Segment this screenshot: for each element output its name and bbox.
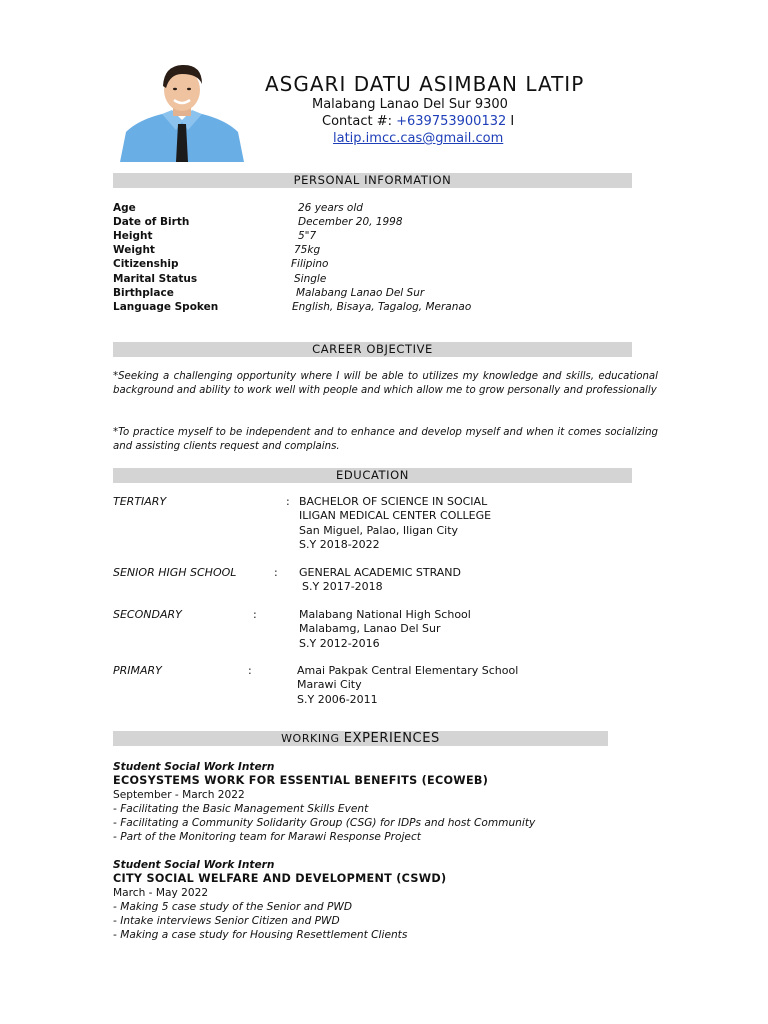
experience-entry [113,858,446,943]
address: Malabang Lanao Del Sur 9300 [312,97,508,112]
contact-suffix: I [510,114,515,129]
personal-info-value: Malabang Lanao Del Sur [296,286,425,299]
career-objective-2: *To practice myself to be independent and to enhance and develop myself and when it comes socializing and assisting clients request and complains. [113,427,658,453]
working-prefix: WORKING [281,732,340,745]
working-suffix: EXPERIENCES [343,731,440,746]
section-personal-information: PERSONAL INFORMATION [113,173,632,188]
personal-info-value: Single [294,272,327,285]
personal-info-value: Filipino [291,258,329,271]
section-working-experiences [113,731,608,746]
education-detail: Amai Pakpak Central Elementary School [297,664,519,677]
contact-number: +639753900132 [396,114,507,129]
email-link[interactable]: latip.imcc.cas@gmail.com [333,131,504,146]
education-level: SENIOR HIGH SCHOOL [113,566,237,579]
contact-line [322,114,514,129]
education-level: PRIMARY [113,664,162,677]
personal-info-label: Height [113,230,153,243]
section-career-objective: CAREER OBJECTIVE [113,342,632,357]
education-detail: San Miguel, Palao, Iligan City [299,523,459,537]
education-detail: S.Y 2012-2016 [299,636,380,650]
personal-info-label: Date of Birth [113,216,190,229]
education-colon: : [274,566,278,579]
experience-period: September - March 2022 [113,789,245,802]
experience-role: Student Social Work Intern [113,859,275,871]
personal-info-value: December 20, 1998 [298,216,403,229]
personal-info-value: English, Bisaya, Tagalog, Meranao [292,300,472,313]
experience-organization: CITY SOCIAL WELFARE AND DEVELOPMENT (CSWD) [113,872,447,886]
education-detail: S.Y 2018-2022 [299,537,380,551]
experience-organization: ECOSYSTEMS WORK FOR ESSENTIAL BENEFITS (ECOWEB) [113,774,489,788]
education-colon: : [248,664,252,677]
education-detail: S.Y 2006-2011 [297,692,378,706]
experience-task: - Making 5 case study of the Senior and PWD [113,901,353,914]
personal-info-value: 5"7 [298,230,317,243]
personal-info-label: Birthplace [113,286,174,299]
experience-task: - Facilitating a Community Solidarity Group (CSG) for IDPs and host Community [113,817,536,830]
education-detail: Malabamg, Lanao Del Sur [299,622,441,636]
experience-task: - Facilitating the Basic Management Skills Event [113,803,369,816]
education-colon: : [253,608,257,621]
personal-info-label: Language Spoken [113,300,219,313]
education-detail: S.Y 2017-2018 [302,580,383,594]
personal-info-label: Marital Status [113,272,198,285]
personal-info-label: Citizenship [113,258,179,271]
education-detail: Marawi City [297,678,362,692]
contact-label: Contact #: [322,114,392,129]
personal-info-label: Age [113,202,136,214]
education-detail: ILIGAN MEDICAL CENTER COLLEGE [299,509,492,523]
experience-role: Student Social Work Intern [113,761,275,773]
education-level: TERTIARY [113,495,167,508]
personal-info-value: 75kg [294,244,321,257]
education-detail: BACHELOR OF SCIENCE IN SOCIAL [299,495,488,508]
experience-entry [113,760,535,845]
experience-period: March - May 2022 [113,887,209,900]
education-detail: Malabang National High School [299,608,471,621]
experience-task: - Part of the Monitoring team for Marawi Response Project [113,831,421,844]
career-objective-1: *Seeking a challenging opportunity where I will be able to utilizes my knowledge and skills, educational background and ability to work well with people and which allow me to grow personally and professionally [113,371,658,397]
experience-task: - Intake interviews Senior Citizen and PWD [113,915,340,928]
section-education: EDUCATION [113,468,632,483]
profile-photo [118,62,246,162]
personal-info-value: 26 years old [298,202,363,214]
applicant-name: ASGARI DATU ASIMBAN LATIP [265,72,585,96]
personal-info-label: Weight [113,244,155,257]
experience-task: - Making a case study for Housing Resettlement Clients [113,929,408,942]
education-level: SECONDARY [113,608,182,621]
education-detail: GENERAL ACADEMIC STRAND [299,566,461,579]
education-colon: : [286,495,290,508]
